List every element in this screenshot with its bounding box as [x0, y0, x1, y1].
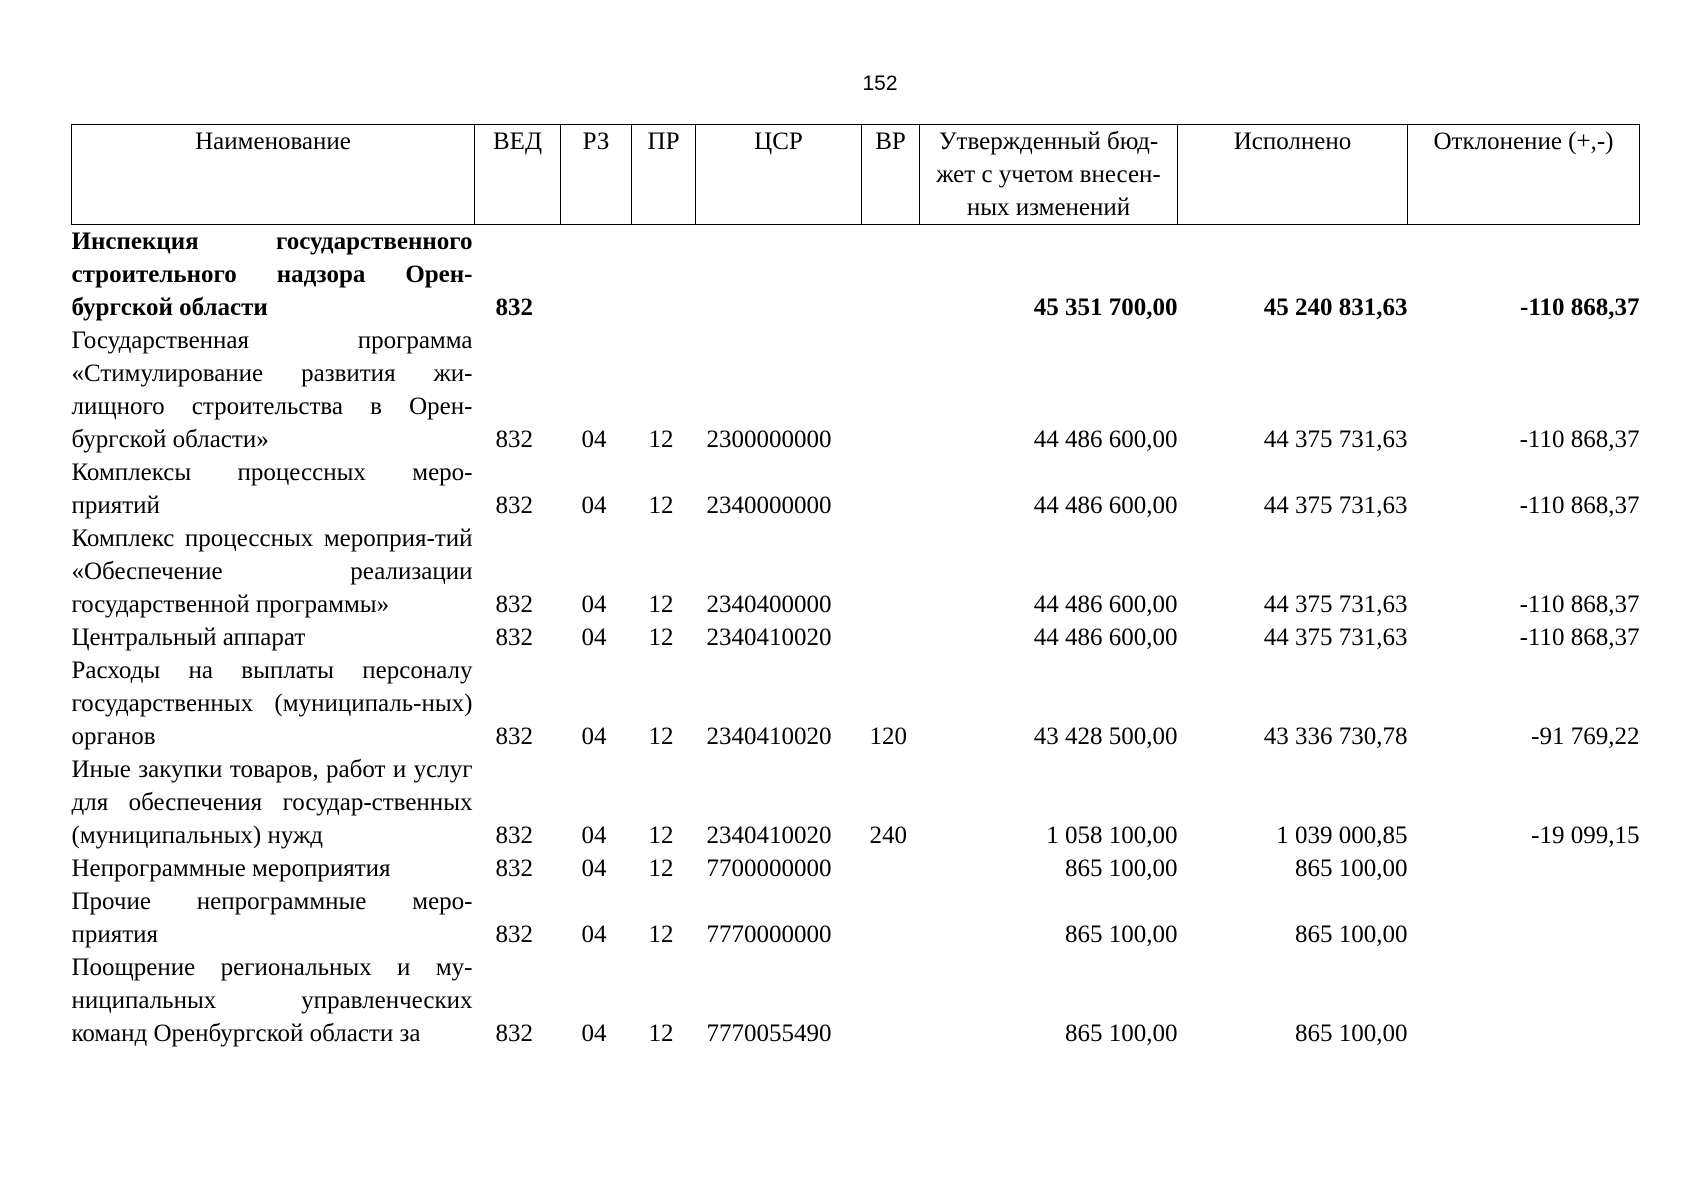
row-rz: 04 — [581, 591, 607, 618]
row-vr: 120 — [869, 723, 907, 750]
row-deviation: -19 099,15 — [1531, 822, 1640, 849]
row-csr: 7770055490 — [706, 1020, 832, 1047]
row-pr: 12 — [648, 591, 674, 618]
table-row — [72, 324, 1640, 456]
table-row — [72, 951, 1640, 1050]
row-pr — [632, 225, 696, 325]
row-pr: 12 — [648, 921, 674, 948]
row-executed: 44 375 731,63 — [1263, 624, 1408, 651]
column-header-ved: ВЕД — [475, 125, 561, 225]
row-budget: 44 486 600,00 — [1033, 426, 1178, 453]
column-header-pr: ПР — [632, 125, 696, 225]
row-executed: 43 336 730,78 — [1263, 723, 1408, 750]
row-vr — [862, 324, 920, 456]
row-rz — [561, 225, 632, 325]
row-rz: 04 — [581, 822, 607, 849]
row-budget: 865 100,00 — [1065, 855, 1178, 882]
row-name: Государственная программа «Стимулирование развития жи-лищного строительства в Орен-бургской области» — [71, 327, 473, 453]
row-csr: 2340410020 — [706, 822, 832, 849]
row-vr — [862, 456, 920, 522]
row-budget: 44 486 600,00 — [1033, 492, 1178, 519]
row-vr — [862, 951, 920, 1050]
row-rz: 04 — [581, 921, 607, 948]
row-vr — [862, 621, 920, 654]
row-csr: 2300000000 — [706, 426, 832, 453]
row-ved: 832 — [495, 426, 533, 453]
table-row — [72, 885, 1640, 951]
row-rz: 04 — [581, 624, 607, 651]
row-executed: 865 100,00 — [1295, 855, 1408, 882]
row-budget: 865 100,00 — [1065, 1020, 1178, 1047]
row-vr: 240 — [869, 822, 907, 849]
row-executed: 44 375 731,63 — [1263, 492, 1408, 519]
column-header-budget: Утвержденный бюд-жет с учетом внесен-ных изменений — [920, 125, 1178, 225]
row-ved: 832 — [495, 855, 533, 882]
row-csr: 2340000000 — [706, 492, 832, 519]
row-name: Комплексы процессных меро-приятий — [71, 459, 473, 519]
row-executed: 44 375 731,63 — [1263, 426, 1408, 453]
row-rz: 04 — [581, 492, 607, 519]
row-budget: 43 428 500,00 — [1033, 723, 1178, 750]
row-executed: 865 100,00 — [1295, 1020, 1408, 1047]
row-budget: 865 100,00 — [1065, 921, 1178, 948]
row-deviation: -110 868,37 — [1519, 624, 1640, 651]
column-header-vr: ВР — [862, 125, 920, 225]
table-row — [72, 225, 1640, 325]
row-deviation: -91 769,22 — [1531, 723, 1640, 750]
column-header-rz: РЗ — [561, 125, 632, 225]
row-name: Непрограммные мероприятия — [71, 855, 391, 882]
row-name: Иные закупки товаров, работ и услуг для обеспечения государ-ственных (муниципальных) нужд — [71, 756, 473, 849]
row-ved: 832 — [495, 822, 533, 849]
row-name: Комплекс процессных мероприя-тий «Обеспечение реализации государственной программы» — [71, 525, 473, 618]
row-name: Прочие непрограммные меро-приятия — [71, 888, 473, 948]
row-name: Расходы на выплаты персоналу государственных (муниципаль-ных) органов — [71, 657, 473, 750]
table-row — [72, 753, 1640, 852]
row-deviation — [1408, 951, 1640, 1050]
row-name: Инспекция государственного строительного надзора Орен-бургской области — [71, 228, 473, 321]
column-header-deviation: Отклонение (+,-) — [1408, 125, 1640, 225]
row-pr: 12 — [648, 1020, 674, 1047]
row-rz: 04 — [581, 855, 607, 882]
row-executed: 45 240 831,63 — [1263, 294, 1408, 321]
row-pr: 12 — [648, 822, 674, 849]
budget-execution-table — [71, 124, 1640, 1050]
row-ved: 832 — [495, 294, 533, 321]
row-ved: 832 — [495, 492, 533, 519]
column-header-name: Наименование — [72, 125, 475, 225]
row-executed: 865 100,00 — [1295, 921, 1408, 948]
row-executed: 1 039 000,85 — [1276, 822, 1408, 849]
row-ved: 832 — [495, 591, 533, 618]
table-row — [72, 456, 1640, 522]
row-name: Поощрение региональных и му-ниципальных управленческих команд Оренбургской области за — [71, 954, 473, 1047]
row-budget: 45 351 700,00 — [1033, 294, 1178, 321]
row-csr — [696, 225, 862, 325]
table-row — [72, 852, 1640, 885]
column-header-csr: ЦСР — [696, 125, 862, 225]
table-row — [72, 621, 1640, 654]
row-csr: 2340400000 — [706, 591, 832, 618]
row-budget: 1 058 100,00 — [1046, 822, 1178, 849]
row-pr: 12 — [648, 426, 674, 453]
row-csr: 7700000000 — [706, 855, 832, 882]
row-csr: 7770000000 — [706, 921, 832, 948]
row-deviation — [1408, 885, 1640, 951]
row-deviation: -110 868,37 — [1519, 426, 1640, 453]
table-row — [72, 654, 1640, 753]
row-name: Центральный аппарат — [71, 624, 306, 651]
row-deviation: -110 868,37 — [1520, 294, 1640, 321]
row-budget: 44 486 600,00 — [1033, 591, 1178, 618]
row-rz: 04 — [581, 723, 607, 750]
row-deviation — [1408, 852, 1640, 885]
row-budget: 44 486 600,00 — [1033, 624, 1178, 651]
row-ved: 832 — [495, 723, 533, 750]
row-ved: 832 — [495, 624, 533, 651]
row-rz: 04 — [581, 1020, 607, 1047]
column-header-executed: Исполнено — [1178, 125, 1408, 225]
row-deviation: -110 868,37 — [1519, 591, 1640, 618]
table-row — [72, 522, 1640, 621]
table-header-row — [72, 125, 1640, 225]
row-csr: 2340410020 — [706, 723, 832, 750]
row-vr — [862, 225, 920, 325]
row-pr: 12 — [648, 492, 674, 519]
row-deviation: -110 868,37 — [1519, 492, 1640, 519]
row-executed: 44 375 731,63 — [1263, 591, 1408, 618]
row-pr: 12 — [648, 624, 674, 651]
row-vr — [862, 522, 920, 621]
row-pr: 12 — [648, 855, 674, 882]
page-number: 152 — [862, 72, 898, 95]
row-rz: 04 — [581, 426, 607, 453]
row-vr — [862, 852, 920, 885]
row-vr — [862, 885, 920, 951]
row-pr: 12 — [648, 723, 674, 750]
row-csr: 2340410020 — [706, 624, 832, 651]
row-ved: 832 — [495, 1020, 533, 1047]
row-ved: 832 — [495, 921, 533, 948]
